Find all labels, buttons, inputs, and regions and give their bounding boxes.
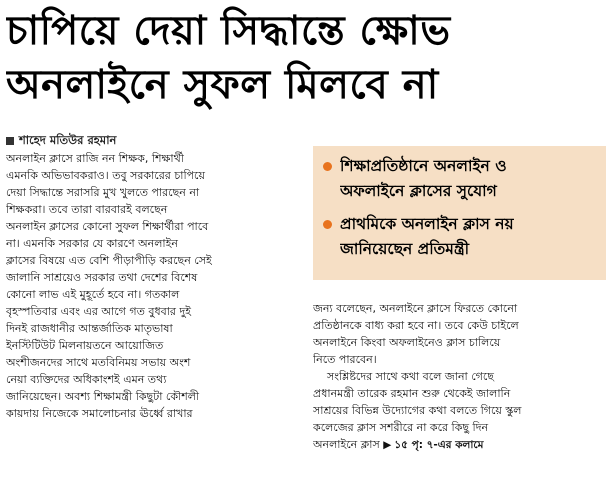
highlight-item <box>323 154 596 204</box>
body-line: নেয়া ব্যক্তিদের অধিকাংশই এমন তথ্য <box>6 373 167 386</box>
bullet-dot-icon <box>323 220 332 229</box>
body-line: নিতে পারবেন। <box>313 353 377 366</box>
body-line: জন্য বলেছেন, অনলাইনে ক্লাসে ফিরতে কোনো <box>313 302 518 315</box>
byline-author: শাহেদ মতিউর রহমান <box>19 133 117 147</box>
highlight-line: শিক্ষাপ্রতিষ্ঠানে অনলাইন ও <box>340 157 507 175</box>
headline-line-1: চাপিয়ে দেয়া সিদ্ধান্তে ক্ষোভ <box>6 8 451 54</box>
byline-square-icon <box>6 137 14 145</box>
body-line: দেয়া সিদ্ধান্তে সরাসরি মুখ খুলতে পারছেন না <box>6 186 200 199</box>
body-line: বৃহস্পতিবার এবং এর আগে গত বুধবার দুই <box>6 305 191 318</box>
body-line: ক্লাসের বিষয়ে এত বেশি পীড়াপীড়ি করছেন সেই <box>6 254 212 267</box>
highlight-line: অফলাইনে ক্লাসের সুযোগ <box>340 182 497 200</box>
body-line: সাশ্রয়ের বিভিন্ন উদ্যোগের কথা বলতে গিয়ে স্কুল <box>313 404 522 417</box>
continuation-note[interactable] <box>383 439 483 451</box>
body-line: অংশীজনদের সাথে মতবিনিময় সভায় অংশ <box>6 356 191 369</box>
headline <box>6 4 606 112</box>
highlight-text <box>340 154 507 204</box>
body-line: সংশ্লিষ্টদের সাথে কথা বলে জানা গেছে <box>327 370 494 383</box>
highlight-item <box>323 212 596 262</box>
body-line: দিনই রাজধানীর আন্তর্জাতিক মাতৃভাষা <box>6 322 173 335</box>
body-line: অনলাইন ক্লাসে রাজি নন শিক্ষক, শিক্ষার্থী <box>6 152 184 165</box>
body-line: কায়দায় নিজেকে সমালোচনার ঊর্ধ্বে রাখার <box>6 407 193 420</box>
body-line: জালানি সাশ্রয়েও সরকার তথা দেশের বিশেষ <box>6 271 198 284</box>
body-line: জানিয়েছেন। অবশ্য শিক্ষামন্ত্রী কিছুটা কৌশলী <box>6 390 200 403</box>
article-body-left <box>6 150 302 422</box>
body-line: কলেজের ক্লাস সশরীরে না করে কিছু দিন <box>313 421 489 434</box>
body-line: প্রতিষ্ঠানকে বাধ্য করা হবে না। তবে কেউ চাইলে <box>313 319 519 332</box>
body-line: না। এমনকি সরকার যে কারণে অনলাইন <box>6 237 178 250</box>
arrow-right-icon: ▶ <box>383 439 392 451</box>
bullet-dot-icon <box>323 162 332 171</box>
highlight-line: জানিয়েছেন প্রতিমন্ত্রী <box>340 240 470 258</box>
article-body-right <box>313 300 606 454</box>
body-line: অনলাইনে ক্লাস <box>313 438 380 451</box>
highlight-box <box>313 146 606 280</box>
body-line: এমনকি অভিভাবকরাও। তবু সরকারের চাপিয়ে <box>6 169 205 182</box>
byline <box>6 132 306 151</box>
body-line: অনলাইনে কিংবা অফলাইনেও ক্লাস চালিয়ে <box>313 336 501 349</box>
body-line: শিক্ষকরা। তবে তারা বারবারই বলছেন <box>6 203 168 216</box>
body-line: অনলাইন ক্লাসের কোনো সুফল শিক্ষার্থীরা পাবে <box>6 220 209 233</box>
body-line: প্রধানমন্ত্রী তারেক রহমান শুরু থেকেই জালানি <box>313 387 511 400</box>
continuation-label: ১৫ পৃ: ৭-এর কলামে <box>394 439 484 451</box>
highlight-line: প্রাথমিকে অনলাইন ক্লাস নয় <box>340 215 514 233</box>
headline-line-2: অনলাইনে সুফল মিলবে না <box>6 62 439 108</box>
highlight-text <box>340 212 514 262</box>
body-line: ইনস্টিটিউট মিলনায়তনে আয়োজিত <box>6 339 164 352</box>
body-line: কোনো লাভ এই মুহূর্তে হবে না। গতকাল <box>6 288 180 301</box>
body-line-last <box>313 436 606 454</box>
